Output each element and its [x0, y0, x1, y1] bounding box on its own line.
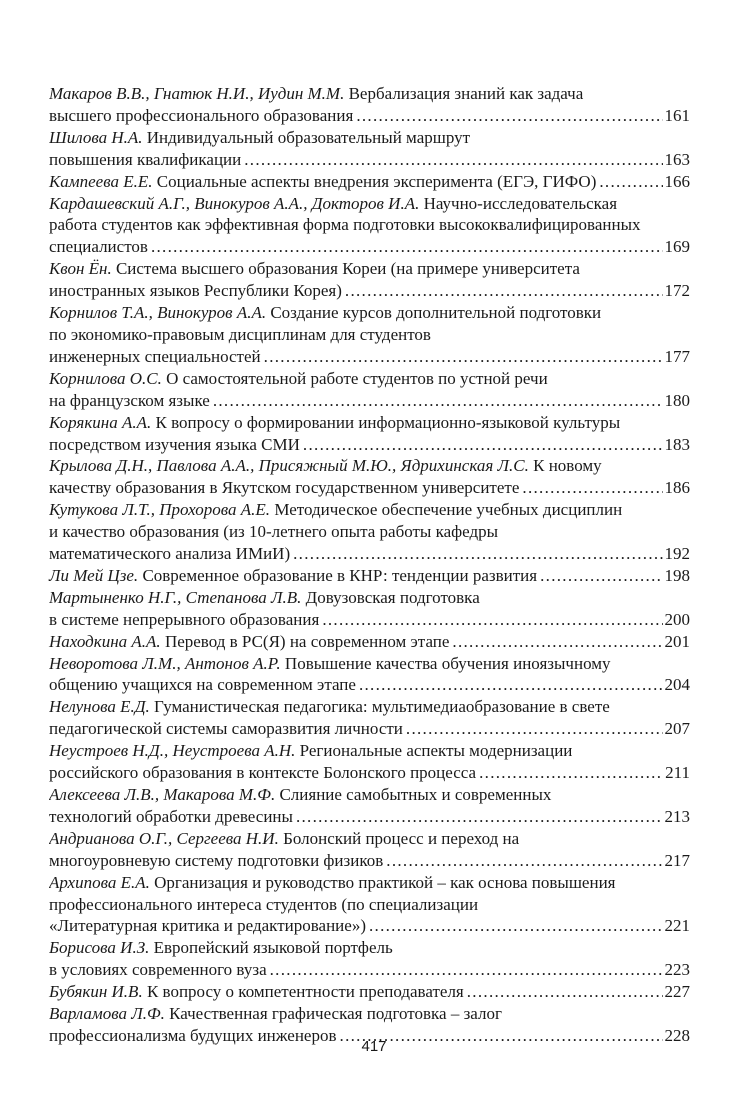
toc-entry-author: Неворотова Л.М., Антонов А.Р.: [49, 653, 281, 673]
toc-entry: [49, 784, 690, 828]
toc-entry-line: [49, 762, 690, 784]
toc-entry-title: Методическое обеспечение учебных дисциплин: [274, 500, 623, 520]
toc-entry-page: 177: [664, 346, 690, 366]
toc-entry-text: [49, 981, 464, 1003]
toc-entry-title: технологий обработки древесины: [49, 806, 293, 826]
toc-entry-title: Система высшего образования Кореи (на примере университета: [115, 259, 580, 279]
toc-entry-title: многоуровневую систему подготовки физиков: [49, 850, 384, 870]
toc-entry-line: [49, 937, 690, 959]
toc-entry-title: общению учащихся на современном этапе: [49, 675, 356, 695]
toc-entry-title: Современное образование в КНР: тенденции развития: [142, 565, 538, 585]
toc-entry-line: [49, 806, 690, 828]
toc-entry-line: [49, 850, 690, 872]
dot-leader: [406, 718, 663, 740]
toc-entry: [49, 127, 690, 171]
toc-entry: [49, 455, 690, 499]
toc-entry: [49, 302, 690, 368]
toc-entry: [49, 696, 690, 740]
toc-entry-title: Качественная графическая подготовка – залог: [169, 1004, 502, 1024]
toc-entry-author: Кардашевский А.Г., Винокуров А.А., Докторов И.А.: [49, 193, 420, 213]
toc-entry-line: [49, 872, 690, 894]
toc-entry-title: Слияние самобытных и современных: [279, 785, 552, 804]
toc-entry-page: 198: [664, 565, 690, 585]
toc-entry-line: [49, 324, 690, 346]
toc-entry: [49, 258, 690, 302]
toc-entry-title: качеству образования в Якутском государственном университете: [49, 478, 520, 498]
toc-entry-text: [49, 149, 241, 171]
toc-entry-author: Кутукова Л.Т., Прохорова А.Е.: [49, 500, 271, 520]
toc-entry-page: 161: [664, 105, 690, 125]
toc-entry-title: в системе непрерывного образования: [49, 609, 320, 629]
toc-entry-page: 200: [664, 609, 690, 629]
toc-entry-author: Неустроев Н.Д., Неустроева А.Н.: [49, 741, 296, 761]
toc-entry-page: 166: [664, 171, 690, 191]
toc-entry-line: [49, 718, 690, 740]
toc-entry-line: [49, 127, 690, 149]
toc-entry-author: Архипова Е.А.: [49, 872, 150, 892]
toc-entry-title: Организация и руководство практикой – как основа повышения: [154, 872, 616, 892]
dot-leader: [467, 981, 663, 1003]
toc-entry-line: [49, 280, 690, 302]
toc-entry: [49, 193, 690, 259]
toc-entry-line: [49, 346, 690, 368]
toc-entry-title: и качество образования (из 10-летнего опыта работы кафедры: [49, 522, 499, 542]
toc-entry-line: [49, 193, 690, 215]
dot-leader: [452, 631, 662, 653]
toc-entry-line: [49, 981, 690, 1003]
toc-entry-line: [49, 828, 690, 850]
toc-entry-page: 211: [665, 763, 690, 783]
toc-entry-page: 213: [664, 806, 690, 826]
dot-leader: [369, 915, 663, 937]
toc-entry-page: 223: [664, 960, 690, 980]
toc-entry-title: К новому: [533, 456, 602, 476]
toc-entry-author: Кампеева Е.Е.: [49, 171, 153, 191]
toc-entry-title: Создание курсов дополнительной подготовки: [270, 303, 602, 323]
toc-entry-title: О самостоятельной работе студентов по устной речи: [166, 368, 548, 388]
toc-entry-author: Шилова Н.А.: [49, 127, 143, 147]
toc-entry-page: 228: [664, 1025, 690, 1045]
dot-leader: [386, 850, 662, 872]
toc-entry-title: Гуманистическая педагогика: мультимедиаобразование в свете: [154, 697, 610, 717]
toc-entry-line: [49, 521, 690, 543]
dot-leader: [151, 236, 663, 258]
toc-entry-line: [49, 696, 690, 718]
toc-entry-text: [49, 477, 519, 499]
toc-entry: [49, 740, 690, 784]
toc-entry-line: [49, 784, 690, 806]
toc-entry-title: посредством изучения языка СМИ: [49, 434, 300, 454]
toc-entry-title: специалистов: [49, 237, 148, 257]
toc-entry-page: 172: [664, 281, 690, 301]
toc-entry-page: 227: [664, 982, 690, 1002]
dot-leader: [522, 477, 662, 499]
toc-entry-text: [49, 915, 366, 937]
toc-entry-page: 207: [664, 719, 690, 739]
toc-entry-title: иностранных языков Республики Корея): [49, 281, 342, 301]
toc-entry-text: [49, 609, 319, 631]
toc-entry-page: 183: [664, 434, 690, 454]
toc-entry-text: [49, 236, 148, 258]
toc-entry-text: [49, 171, 596, 193]
toc-entry-line: [49, 653, 690, 675]
toc-entry-author: Корнилов Т.А., Винокуров А.А.: [49, 303, 267, 323]
toc-entry-title: Социальные аспекты внедрения эксперимента (ЕГЭ, ГИФО): [156, 171, 597, 191]
dot-leader: [345, 280, 663, 302]
dot-leader: [479, 762, 663, 784]
toc-entry-title: Индивидуальный образовательный маршрут: [146, 127, 471, 147]
toc-entry-author: Варламова Л.Ф.: [49, 1004, 165, 1024]
toc-entry-line: [49, 477, 690, 499]
dot-leader: [599, 171, 662, 193]
toc-entry-text: [49, 105, 353, 127]
toc-entry-text: [49, 346, 261, 368]
toc-entry-text: [49, 806, 293, 828]
toc-entry: [49, 499, 690, 565]
toc-entry-author: Нелунова Е.Д.: [49, 697, 150, 717]
dot-leader: [270, 959, 663, 981]
toc-entry-author: Крылова Д.Н., Павлова А.А., Присяжный М.Ю., Ядрихинская Л.С.: [49, 456, 529, 476]
toc-entry-author: Андрианова О.Г., Сергеева Н.И.: [49, 828, 279, 848]
toc-entry-title: Вербализация знаний как задача: [348, 84, 584, 103]
toc-entry-line: [49, 412, 690, 434]
toc-entry-author: Макаров В.В., Гнатюк Н.И., Иудин М.М.: [49, 84, 345, 103]
toc-entry: [49, 937, 690, 981]
toc-entry-author: Борисова И.З.: [49, 938, 150, 958]
toc-entry-line: [49, 959, 690, 981]
toc-entry-title: Довузовская подготовка: [305, 587, 480, 607]
toc-entry-title: инженерных специальностей: [49, 346, 261, 366]
toc-entry-title: педагогической системы саморазвития личности: [49, 719, 403, 739]
toc-entry-title: по экономико-правовым дисциплинам для студентов: [49, 324, 431, 344]
toc-entry-line: [49, 609, 690, 631]
dot-leader: [296, 806, 663, 828]
toc-entry-line: [49, 171, 690, 193]
toc-entry-line: [49, 587, 690, 609]
toc-entry-text: [49, 718, 403, 740]
toc-entry: [49, 171, 690, 193]
toc-entry-text: [49, 390, 210, 412]
toc-entry-title: Европейский языковой портфель: [153, 938, 393, 958]
toc-entry-author: Корнилова О.С.: [49, 368, 162, 388]
toc-entry-text: [49, 850, 383, 872]
dot-leader: [356, 105, 662, 127]
toc-entry-author: Бубякин И.В.: [49, 982, 143, 1002]
toc-entry-page: 180: [664, 390, 690, 410]
toc-entry: [49, 587, 690, 631]
toc-entry-author: Находкина А.А.: [49, 631, 161, 651]
toc-entry-line: [49, 894, 690, 916]
toc-entry-line: [49, 302, 690, 324]
toc-entry-line: [49, 740, 690, 762]
toc-entry-line: [49, 1003, 690, 1025]
toc-entry-line: [49, 565, 690, 587]
toc-entry-page: 163: [664, 149, 690, 169]
toc-entry: [49, 981, 690, 1003]
dot-leader: [244, 149, 662, 171]
toc-entry-title: повышения квалификации: [49, 149, 242, 169]
toc-entry-title: К вопросу о компетентности преподавателя: [146, 982, 464, 1002]
toc-entry: [49, 368, 690, 412]
toc-entry-author: Мартыненко Н.Г., Степанова Л.В.: [49, 587, 302, 607]
toc-entry-title: российского образования в контексте Болонского процесса: [49, 763, 477, 783]
toc-entry-line: [49, 674, 690, 696]
toc-entry-line: [49, 499, 690, 521]
toc-entry-text: [49, 543, 290, 565]
dot-leader: [213, 390, 663, 412]
toc-entry-author: Корякина А.А.: [49, 412, 152, 432]
toc-entry-line: [49, 543, 690, 565]
toc-entry: [49, 653, 690, 697]
toc-entry-title: профессионализма будущих инженеров: [49, 1025, 337, 1045]
toc-entry-title: в условиях современного вуза: [49, 960, 267, 980]
dot-leader: [303, 434, 663, 456]
dot-leader: [359, 674, 663, 696]
toc-entry-title: Региональные аспекты модернизации: [299, 741, 573, 761]
toc-entry-title: математического анализа ИМиИ): [49, 544, 291, 564]
toc-entry: [49, 872, 690, 938]
toc-entry-line: [49, 455, 690, 477]
toc-entry-author: Алексеева Л.В., Макарова М.Ф.: [49, 785, 276, 804]
toc-entry-text: [49, 959, 267, 981]
toc-entry-title: на французском языке: [49, 390, 210, 410]
toc-entry-page: 201: [664, 631, 690, 651]
toc-entry-line: [49, 105, 690, 127]
toc-entry-page: 217: [664, 850, 690, 870]
toc-entry-text: [49, 565, 537, 587]
toc-entry-line: [49, 390, 690, 412]
dot-leader: [293, 543, 662, 565]
toc-entry-title: работа студентов как эффективная форма подготовки высококвалифицированных: [49, 215, 641, 235]
toc-entry: [49, 565, 690, 587]
table-of-contents: [49, 83, 690, 1047]
toc-entry-text: [49, 631, 449, 653]
toc-entry-title: Повышение качества обучения иноязычному: [284, 653, 611, 673]
toc-entry-author: Квон Ён.: [49, 259, 112, 279]
dot-leader: [540, 565, 662, 587]
toc-entry-text: [49, 280, 342, 302]
toc-entry-text: [49, 762, 476, 784]
dot-leader: [264, 346, 663, 368]
toc-entry-line: [49, 915, 690, 937]
toc-entry-page: 192: [664, 544, 690, 564]
toc-entry-title: Перевод в РС(Я) на современном этапе: [164, 631, 450, 651]
toc-entry: [49, 412, 690, 456]
toc-entry-line: [49, 214, 690, 236]
toc-entry-line: [49, 368, 690, 390]
toc-entry-author: Ли Мей Цзе.: [49, 565, 139, 585]
toc-entry-text: [49, 434, 300, 456]
dot-leader: [322, 609, 662, 631]
toc-entry: [49, 828, 690, 872]
toc-entry-page: 204: [664, 675, 690, 695]
toc-entry-line: [49, 83, 690, 105]
toc-entry-title: высшего профессионального образования: [49, 105, 354, 125]
toc-entry-page: 186: [664, 478, 690, 498]
toc-entry-title: Болонский процесс и переход на: [283, 828, 520, 848]
toc-entry: [49, 631, 690, 653]
toc-entry-line: [49, 236, 690, 258]
toc-entry-line: [49, 434, 690, 456]
toc-entry-title: «Литературная критика и редактирование»): [49, 916, 366, 936]
toc-entry-page: 169: [664, 237, 690, 257]
toc-entry-title: профессионального интереса студентов (по специализации: [49, 894, 479, 914]
toc-entry-title: К вопросу о формировании информационно-языковой культуры: [155, 412, 621, 432]
toc-entry: [49, 83, 690, 127]
toc-entry-text: [49, 674, 356, 696]
page-number: 417: [361, 1038, 387, 1055]
toc-entry-line: [49, 258, 690, 280]
toc-entry-line: [49, 149, 690, 171]
toc-entry-title: Научно-исследовательская: [423, 193, 618, 213]
toc-entry-line: [49, 631, 690, 653]
toc-entry-page: 221: [664, 916, 690, 936]
